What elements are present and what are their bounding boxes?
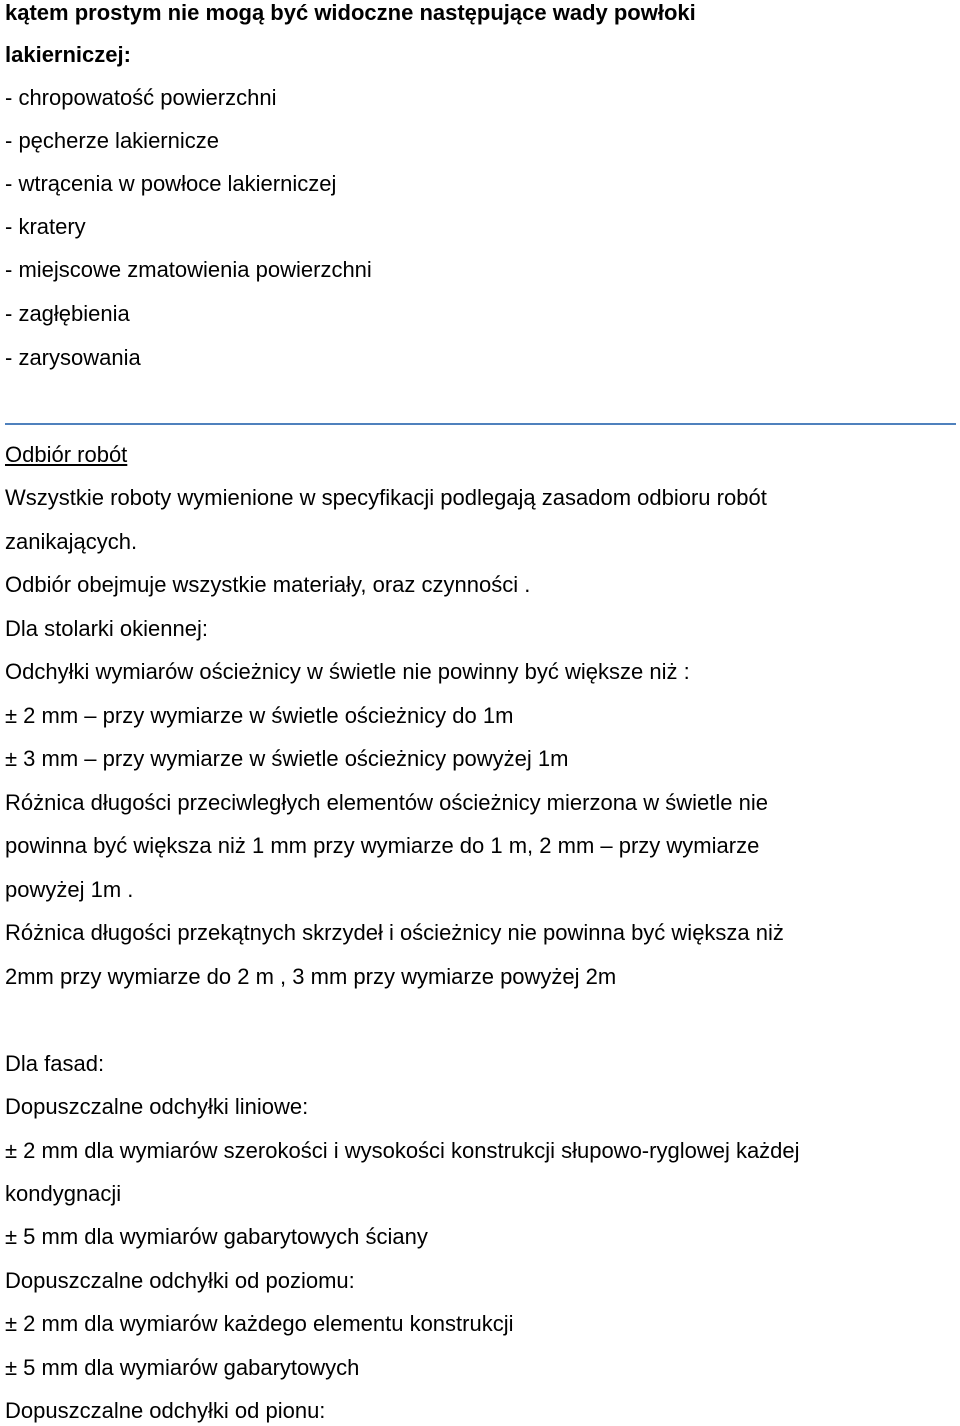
intro-line-2: lakierniczej: <box>5 42 131 67</box>
paragraph-line: Dopuszczalne odchyłki od pionu: <box>5 1398 326 1423</box>
defect-item: - wtrącenia w powłoce lakierniczej <box>5 171 337 196</box>
paragraph-line: Różnica długości przekątnych skrzydeł i ościeżnicy nie powinna być większa niż <box>5 920 784 945</box>
defect-item: - chropowatość powierzchni <box>5 85 277 110</box>
paragraph-line: 2mm przy wymiarze do 2 m , 3 mm przy wymiarze powyżej 2m <box>5 964 617 989</box>
section-heading: Odbiór robót <box>5 442 128 467</box>
defect-item: - pęcherze lakiernicze <box>5 128 219 153</box>
paragraph-line: Wszystkie roboty wymienione w specyfikacji podlegają zasadom odbioru robót <box>5 485 767 510</box>
defect-item: - zagłębienia <box>5 301 130 326</box>
paragraph-line: powyżej 1m . <box>5 877 134 902</box>
defect-item: - miejscowe zmatowienia powierzchni <box>5 257 372 282</box>
paragraph-line: ± 5 mm dla wymiarów gabarytowych ściany <box>5 1224 428 1249</box>
paragraph-line: Dopuszczalne odchyłki liniowe: <box>5 1094 309 1119</box>
paragraph-line: Dopuszczalne odchyłki od poziomu: <box>5 1268 355 1293</box>
paragraph-line: Różnica długości przeciwległych elementów ościeżnicy mierzona w świetle nie <box>5 790 768 815</box>
section-divider <box>5 423 956 425</box>
paragraph-line: ± 2 mm dla wymiarów każdego elementu konstrukcji <box>5 1311 514 1336</box>
paragraph-line: Odchyłki wymiarów ościeżnicy w świetle nie powinny być większe niż : <box>5 659 690 684</box>
defect-item: - kratery <box>5 214 86 239</box>
paragraph-line: ± 5 mm dla wymiarów gabarytowych <box>5 1355 360 1380</box>
defect-item: - zarysowania <box>5 345 141 370</box>
paragraph-line: kondygnacji <box>5 1181 122 1206</box>
paragraph-line: ± 2 mm – przy wymiarze w świetle ościeżnicy do 1m <box>5 703 514 728</box>
intro-line-1: kątem prostym nie mogą być widoczne następujące wady powłoki <box>5 0 696 25</box>
paragraph-line: ± 3 mm – przy wymiarze w świetle ościeżnicy powyżej 1m <box>5 746 569 771</box>
windows-title: Dla stolarki okiennej: <box>5 616 208 641</box>
paragraph-line: Odbiór obejmuje wszystkie materiały, oraz czynności . <box>5 572 531 597</box>
facades-title: Dla fasad: <box>5 1051 105 1076</box>
paragraph-line: ± 2 mm dla wymiarów szerokości i wysokości konstrukcji słupowo-ryglowej każdej <box>5 1138 800 1163</box>
paragraph-line: zanikających. <box>5 529 138 554</box>
paragraph-line: powinna być większa niż 1 mm przy wymiarze do 1 m, 2 mm – przy wymiarze <box>5 833 760 858</box>
